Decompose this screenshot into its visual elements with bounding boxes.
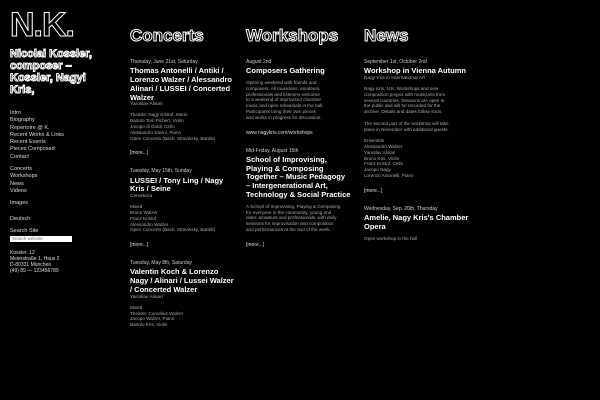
main-nav [10, 110, 110, 208]
event-detail-line: for everyone in the community, young and [246, 209, 332, 215]
event-title[interactable]: School of Improvising, Playing & Composing Together – Music Pedagogy – Intergenerational Art, Technology & Social Practice [246, 154, 351, 199]
event-entry [364, 206, 476, 242]
event-detail-line: Alessandro Savini, Piano [130, 129, 182, 135]
event-detail-line: the public and will be recorded for the [364, 103, 441, 109]
event-details [130, 112, 235, 141]
event-detail-line: Bruno Walzer [130, 209, 158, 215]
event-detail-line: Alessandro Walzer [130, 221, 169, 227]
event-details [364, 236, 476, 242]
event-date: Tuesday, May 8th, Saturday [130, 260, 192, 267]
nav-item-repertoire[interactable]: Repertoire @ K. [10, 124, 50, 131]
news-column [364, 27, 476, 250]
event-details [130, 204, 235, 233]
event-detail-line: Franz Kristof [130, 215, 157, 221]
news-heading[interactable]: News [364, 26, 409, 45]
workshops-column [246, 27, 351, 260]
event-details [130, 305, 235, 328]
event-detail-line: A School of Improvising, Playing & Composing [246, 203, 341, 209]
event-detail-line: Jacopo di Guidi, Cello [130, 123, 175, 129]
event-detail-line: Lorenzo Antonelli, Piano [364, 172, 414, 178]
event-entry [130, 168, 235, 251]
event-date: Thursday, June 21st, Saturday [130, 59, 198, 65]
event-detail-line: music and open rehearsals in the hall. [246, 103, 324, 109]
event-title[interactable]: Thomas Antonelli / Antiki / Lorenzo Walzer / Alessandro Alinari / LUSSEI / Concerted Walzer [130, 66, 232, 102]
event-detail-line: Mixed [130, 304, 143, 310]
nav-item-pieces[interactable]: Pieces Composed [10, 146, 55, 153]
event-detail-line: Alessandro Walzer [364, 143, 403, 149]
nav-item-intro[interactable]: Intro [10, 110, 22, 116]
event-detail-line: Bruno Kris, Violin [364, 155, 400, 161]
event-detail-line: Participants bring their own pieces [246, 108, 316, 114]
event-detail-line: professionals and listeners welcome [246, 91, 320, 97]
site-tagline: Nicolai Kossler, composer – Kossler, Nagyi Kris, [10, 48, 92, 96]
sidebar [10, 8, 110, 274]
event-entry [130, 59, 235, 159]
event-detail-line: Open Concerto (Bach, Stravinsky, Bartók) [130, 135, 216, 141]
event-date: September 1st, October 2nd [364, 59, 427, 65]
event-detail-line: Yaroslav Alinari [364, 149, 396, 155]
event-title[interactable]: LUSSEI / Tony Ling / Nagy Kris / Seine [130, 175, 224, 194]
event-entry [130, 260, 235, 328]
more-link[interactable]: www.nagykris.com/workshops [246, 129, 313, 136]
nav-item-images[interactable]: Images [10, 200, 29, 207]
more-link[interactable]: [more...] [130, 242, 149, 249]
nav-item-contact[interactable]: Contact [10, 153, 29, 160]
event-entry [364, 59, 476, 197]
nav-item-videos[interactable]: Videos [10, 187, 27, 194]
event-detail-line: Jacopo Walzer, Piano [130, 316, 175, 322]
event-detail-line: Ensemble [364, 138, 385, 144]
language-switch[interactable]: Deutsch [10, 215, 31, 222]
contact-line: Meierstraße 1, Haus 2 [10, 255, 60, 262]
event-details [246, 204, 351, 233]
event-detail-line: and works in progress for discussion. [246, 114, 322, 120]
event-venue: Nagy Kris in International Art [364, 76, 425, 81]
event-detail-line: Jacopo Nagy [364, 167, 391, 173]
event-detail-line: and performances at the end of the week. [246, 226, 331, 232]
search-label: Search Site [10, 227, 39, 234]
event-title[interactable]: Workshop in Vienna Autumn [364, 66, 466, 76]
event-title[interactable]: Valentin Koch & Lorenzo Nagy / Alinari / Lussei Walzer / Concerted Walzer [130, 267, 234, 294]
event-entry [246, 148, 351, 251]
event-detail-line: Open workshop in the hall [364, 235, 418, 241]
event-details [246, 80, 351, 121]
event-detail-line: Bartolo Tom Pichert, Violin [130, 118, 184, 124]
contact-line: (49) 89 — 123456789 [10, 268, 59, 275]
more-link[interactable]: [more...] [246, 241, 265, 248]
event-detail-line: Nagy Kris, N.K. Workshops and new [364, 86, 439, 91]
event-detail-line: Open Concerto (Bach, Stravinsky, Bartók) [130, 227, 216, 233]
event-detail-line: Franz Kristof, Cello [364, 161, 404, 167]
event-entry [246, 59, 351, 139]
event-title[interactable]: Amelie, Nagy Kris's Chamber Opera [364, 212, 469, 231]
event-detail-line: to a weekend of improvised chamber [246, 97, 322, 103]
concerts-column [130, 27, 235, 337]
event-date: Wednesday, Sep. 20th, Thursday [364, 205, 438, 212]
event-date: Tuesday, May 15th, Sunday [130, 168, 192, 175]
event-detail-line: Bartolo Kris, Violin [130, 322, 168, 328]
event-detail-line: several countries. Sessions are open to [364, 97, 445, 103]
event-detail-line: composition project with musicians from [364, 91, 446, 97]
event-venue: Yaroslav Alinari [130, 294, 163, 300]
event-venue: Cerveteria [130, 194, 153, 200]
site-logo[interactable]: N.K. [10, 6, 74, 44]
workshops-heading[interactable]: Workshops [246, 26, 339, 45]
event-detail-line: archive. Details and dates follow soon. [364, 109, 443, 115]
event-details [364, 86, 476, 179]
contact-line: Kossler, 12 [10, 249, 35, 256]
nav-item-recent-events[interactable]: Recent Events [10, 139, 46, 146]
event-venue: Yaroslav Alinari [130, 102, 163, 108]
search-input[interactable] [10, 236, 72, 242]
concerts-heading[interactable]: Concerts [130, 26, 204, 45]
event-detail-line: older, amateurs and professionals, with daily [246, 215, 337, 221]
event-detail-line: composers. All musicians, amateurs, [246, 85, 321, 91]
event-title[interactable]: Composers Gathering [246, 66, 325, 76]
event-date: August 2nd [246, 59, 272, 65]
event-detail-line: Theatre: Nagy Kristof, Mario [130, 112, 188, 118]
event-detail-line: sessions for improvisation and composition [246, 221, 334, 227]
more-link[interactable]: [more...] [364, 187, 383, 194]
contact-block [10, 250, 110, 275]
event-detail-line: The second part of the workshop will take [364, 120, 449, 126]
nav-item-news[interactable]: News [10, 180, 24, 187]
more-link[interactable]: [more...] [130, 150, 149, 157]
event-detail-line: Opening weekend with friends and [246, 80, 317, 85]
event-detail-line: Theatre: Cornelius Walzer [130, 310, 184, 316]
nav-item-biography[interactable]: Biography [10, 117, 35, 124]
nav-item-workshops[interactable]: Workshops [10, 173, 38, 180]
nav-item-concerts[interactable]: Concerts [10, 166, 33, 173]
nav-item-recent-works[interactable]: Recent Works & Links [10, 131, 65, 138]
event-detail-line: place in November with additional guests. [364, 126, 449, 132]
event-detail-line: Mixed [130, 204, 143, 210]
event-date: Mid-Friday, August 15th [246, 147, 299, 154]
contact-line: D-80331 München [10, 261, 52, 268]
